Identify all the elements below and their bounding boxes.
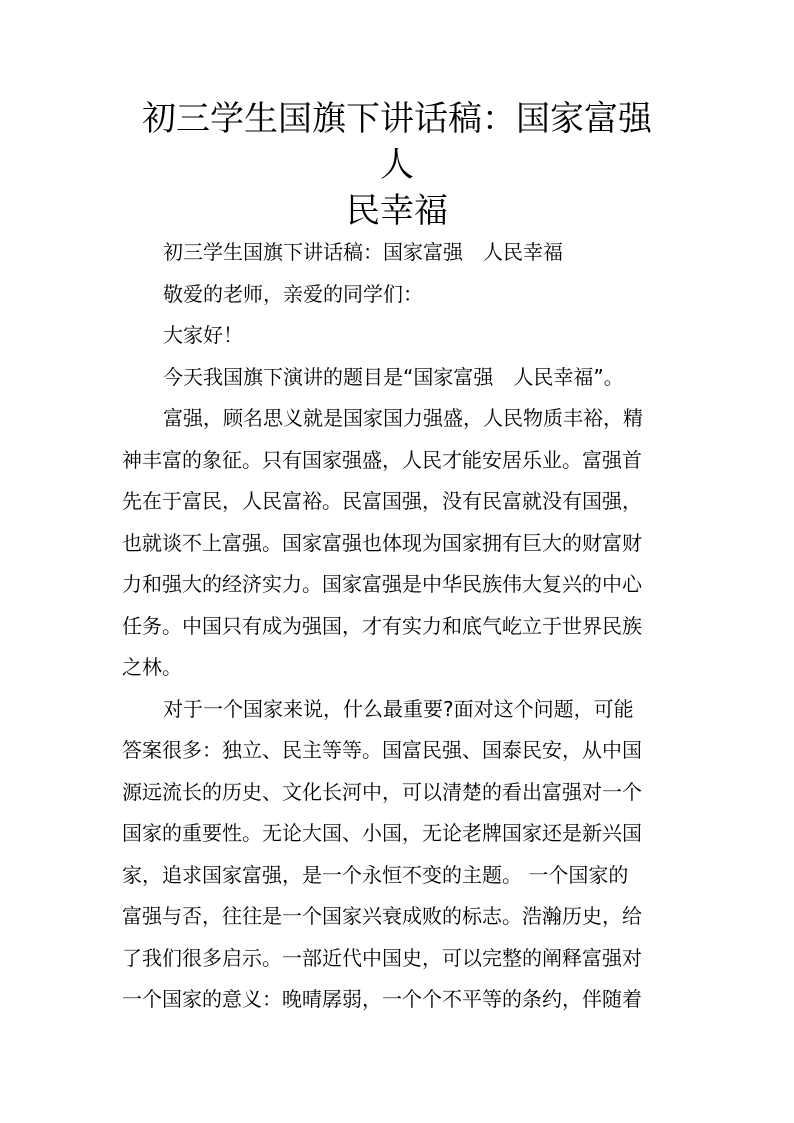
document-body [122,232,682,1021]
body-line: 初三学生国旗下讲话稿：国家富强 人民幸福 [163,240,563,264]
body-line: 敬爱的老师，亲爱的同学们： [163,281,423,306]
body-line: 之林。 [122,655,182,679]
title-line-2: 民幸福 [346,191,448,231]
body-line: 对于一个国家来说，什么最重要?面对这个问题，可能 [163,696,634,721]
body-line: 今天我国旗下演讲的题目是“国家富强 人民幸福”。 [163,364,624,389]
title-line-1: 初三学生国旗下讲话稿：国家富强 人 [142,99,652,185]
body-line: 源远流长的历史、文化长河中，可以清楚的看出富强对一个 [122,779,642,804]
body-line: 家，追求国家富强，是一个永恒不变的主题。 一个国家的 [122,862,629,887]
body-line: 富强，顾名思义就是国家国力强盛，人民物质丰裕，精 [163,406,643,430]
body-line: 力和强大的经济实力。国家富强是中华民族伟大复兴的中心 [122,572,642,596]
document-title [120,96,674,234]
body-line: 神丰富的象征。只有国家强盛，人民才能安居乐业。富强首 [122,447,642,472]
body-line: 答案很多：独立、民主等等。国富民强、国泰民安，从中国 [122,738,642,762]
body-line: 国家的重要性。无论大国、小国，无论老牌国家还是新兴国 [122,821,642,845]
body-line: 先在于富民，人民富裕。民富国强，没有民富就没有国强， [122,489,642,513]
body-line: 任务。中国只有成为强国，才有实力和底气屹立于世界民族 [122,613,642,638]
body-line: 了我们很多启示。一部近代中国史，可以完整的阐释富强对 [122,945,642,970]
body-line: 大家好！ [163,323,243,347]
body-line: 一个国家的意义：晚晴孱弱，一个个不平等的条约，伴随着 [122,987,642,1011]
body-line: 富强与否，往往是一个国家兴衰成败的标志。浩瀚历史，给 [122,904,642,928]
body-line: 也就谈不上富强。国家富强也体现为国家拥有巨大的财富财 [122,530,642,555]
